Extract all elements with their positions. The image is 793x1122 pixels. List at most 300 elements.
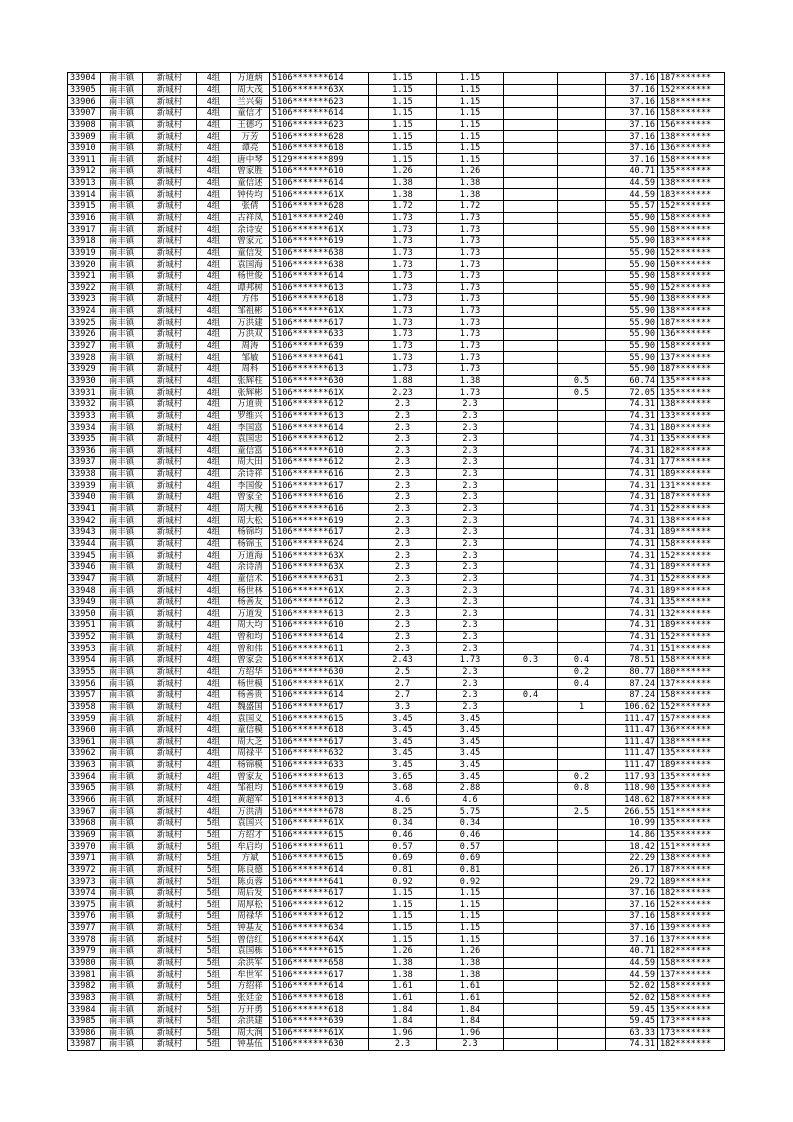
area-a-cell: 1.15 bbox=[437, 119, 504, 131]
total-area-cell: 1.73 bbox=[369, 352, 437, 364]
town-cell: 南丰镇 bbox=[101, 305, 143, 317]
group-cell: 4组 bbox=[197, 270, 231, 282]
town-cell: 南丰镇 bbox=[101, 794, 143, 806]
amount-cell: 55.90 bbox=[606, 340, 658, 352]
area-a-cell: 1.73 bbox=[437, 294, 504, 306]
area-b-cell bbox=[504, 724, 558, 736]
village-cell: 新城村 bbox=[143, 783, 197, 795]
id-number-cell: 5106*******614 bbox=[270, 270, 369, 282]
group-cell: 4组 bbox=[197, 329, 231, 341]
area-c-cell bbox=[558, 329, 606, 341]
name-cell: 余诗清 bbox=[231, 561, 270, 573]
name-cell: 周大芝 bbox=[231, 736, 270, 748]
area-c-cell bbox=[558, 468, 606, 480]
area-c-cell bbox=[558, 224, 606, 236]
area-b-cell bbox=[504, 375, 558, 387]
phone-cell: 187******* bbox=[658, 492, 725, 504]
town-cell: 南丰镇 bbox=[101, 235, 143, 247]
amount-cell: 37.16 bbox=[606, 142, 658, 154]
id-number-cell: 5106*******61X bbox=[270, 224, 369, 236]
village-cell: 新城村 bbox=[143, 270, 197, 282]
row-number: 33984 bbox=[68, 1004, 101, 1016]
id-number-cell: 5106*******613 bbox=[270, 364, 369, 376]
group-cell: 4组 bbox=[197, 340, 231, 352]
group-cell: 4组 bbox=[197, 550, 231, 562]
name-cell: 万道炳 bbox=[231, 73, 270, 85]
amount-cell: 111.47 bbox=[606, 713, 658, 725]
amount-cell: 59.45 bbox=[606, 1015, 658, 1027]
name-cell: 万道海 bbox=[231, 550, 270, 562]
name-cell: 童信模 bbox=[231, 724, 270, 736]
town-cell: 南丰镇 bbox=[101, 515, 143, 527]
area-c-cell bbox=[558, 340, 606, 352]
row-number: 33904 bbox=[68, 73, 101, 85]
area-a-cell: 1.15 bbox=[437, 887, 504, 899]
town-cell: 南丰镇 bbox=[101, 818, 143, 830]
table-row bbox=[68, 480, 725, 492]
area-b-cell bbox=[504, 247, 558, 259]
phone-cell: 158******* bbox=[658, 689, 725, 701]
row-number: 33954 bbox=[68, 655, 101, 667]
table-row bbox=[68, 724, 725, 736]
table-row bbox=[68, 84, 725, 96]
id-number-cell: 5106*******613 bbox=[270, 771, 369, 783]
total-area-cell: 1.38 bbox=[369, 189, 437, 201]
name-cell: 钟基友 bbox=[231, 922, 270, 934]
village-cell: 新城村 bbox=[143, 922, 197, 934]
group-cell: 5组 bbox=[197, 887, 231, 899]
total-area-cell: 1.15 bbox=[369, 887, 437, 899]
table-row bbox=[68, 678, 725, 690]
amount-cell: 37.16 bbox=[606, 922, 658, 934]
village-cell: 新城村 bbox=[143, 84, 197, 96]
area-b-cell bbox=[504, 794, 558, 806]
area-c-cell bbox=[558, 876, 606, 888]
village-cell: 新城村 bbox=[143, 608, 197, 620]
total-area-cell: 2.7 bbox=[369, 689, 437, 701]
id-number-cell: 5106*******613 bbox=[270, 608, 369, 620]
area-a-cell: 1.73 bbox=[437, 270, 504, 282]
row-number: 33980 bbox=[68, 957, 101, 969]
name-cell: 张辉彬 bbox=[231, 387, 270, 399]
town-cell: 南丰镇 bbox=[101, 573, 143, 585]
data-table bbox=[67, 72, 725, 1051]
name-cell: 古祥凤 bbox=[231, 212, 270, 224]
amount-cell: 74.31 bbox=[606, 538, 658, 550]
area-b-cell bbox=[504, 73, 558, 85]
group-cell: 5组 bbox=[197, 899, 231, 911]
table-row bbox=[68, 643, 725, 655]
total-area-cell: 1.15 bbox=[369, 84, 437, 96]
group-cell: 4组 bbox=[197, 282, 231, 294]
id-number-cell: 5106*******614 bbox=[270, 177, 369, 189]
area-c-cell bbox=[558, 142, 606, 154]
total-area-cell: 1.73 bbox=[369, 305, 437, 317]
area-b-cell bbox=[504, 643, 558, 655]
total-area-cell: 2.3 bbox=[369, 398, 437, 410]
area-c-cell bbox=[558, 166, 606, 178]
name-cell: 钟传均 bbox=[231, 189, 270, 201]
amount-cell: 55.90 bbox=[606, 305, 658, 317]
area-b-cell bbox=[504, 235, 558, 247]
total-area-cell: 1.61 bbox=[369, 980, 437, 992]
area-b-cell bbox=[504, 96, 558, 108]
area-a-cell: 1.15 bbox=[437, 107, 504, 119]
table-row bbox=[68, 166, 725, 178]
area-a-cell: 3.45 bbox=[437, 748, 504, 760]
total-area-cell: 2.23 bbox=[369, 387, 437, 399]
amount-cell: 118.90 bbox=[606, 783, 658, 795]
area-b-cell: 0.4 bbox=[504, 689, 558, 701]
table-row bbox=[68, 980, 725, 992]
total-area-cell: 1.73 bbox=[369, 340, 437, 352]
village-cell: 新城村 bbox=[143, 701, 197, 713]
name-cell: 袁国义 bbox=[231, 713, 270, 725]
area-b-cell bbox=[504, 189, 558, 201]
group-cell: 4组 bbox=[197, 492, 231, 504]
village-cell: 新城村 bbox=[143, 259, 197, 271]
id-number-cell: 5106*******617 bbox=[270, 480, 369, 492]
village-cell: 新城村 bbox=[143, 526, 197, 538]
area-a-cell: 2.3 bbox=[437, 596, 504, 608]
phone-cell: 189******* bbox=[658, 876, 725, 888]
area-a-cell: 1.15 bbox=[437, 922, 504, 934]
town-cell: 南丰镇 bbox=[101, 992, 143, 1004]
table-row bbox=[68, 375, 725, 387]
area-a-cell: 2.3 bbox=[437, 410, 504, 422]
id-number-cell: 5106*******612 bbox=[270, 433, 369, 445]
total-area-cell: 2.3 bbox=[369, 538, 437, 550]
village-cell: 新城村 bbox=[143, 794, 197, 806]
row-number: 33956 bbox=[68, 678, 101, 690]
area-c-cell bbox=[558, 457, 606, 469]
amount-cell: 111.47 bbox=[606, 724, 658, 736]
area-b-cell bbox=[504, 608, 558, 620]
area-b-cell bbox=[504, 433, 558, 445]
group-cell: 4组 bbox=[197, 259, 231, 271]
village-cell: 新城村 bbox=[143, 503, 197, 515]
area-c-cell bbox=[558, 946, 606, 958]
phone-cell: 138******* bbox=[658, 131, 725, 143]
table-row bbox=[68, 713, 725, 725]
phone-cell: 152******* bbox=[658, 84, 725, 96]
group-cell: 5组 bbox=[197, 818, 231, 830]
table-row bbox=[68, 492, 725, 504]
table-row bbox=[68, 294, 725, 306]
total-area-cell: 2.3 bbox=[369, 445, 437, 457]
area-a-cell: 2.3 bbox=[437, 433, 504, 445]
village-cell: 新城村 bbox=[143, 398, 197, 410]
village-cell: 新城村 bbox=[143, 748, 197, 760]
area-c-cell bbox=[558, 84, 606, 96]
name-cell: 张辉柱 bbox=[231, 375, 270, 387]
total-area-cell: 3.45 bbox=[369, 748, 437, 760]
area-b-cell bbox=[504, 270, 558, 282]
area-a-cell: 0.92 bbox=[437, 876, 504, 888]
row-number: 33922 bbox=[68, 282, 101, 294]
area-c-cell bbox=[558, 515, 606, 527]
total-area-cell: 2.3 bbox=[369, 468, 437, 480]
table-row bbox=[68, 387, 725, 399]
amount-cell: 18.42 bbox=[606, 841, 658, 853]
area-c-cell bbox=[558, 550, 606, 562]
amount-cell: 37.16 bbox=[606, 131, 658, 143]
village-cell: 新城村 bbox=[143, 678, 197, 690]
area-b-cell bbox=[504, 538, 558, 550]
village-cell: 新城村 bbox=[143, 561, 197, 573]
name-cell: 周涛 bbox=[231, 340, 270, 352]
phone-cell: 131******* bbox=[658, 480, 725, 492]
area-a-cell: 3.45 bbox=[437, 724, 504, 736]
village-cell: 新城村 bbox=[143, 166, 197, 178]
phone-cell: 132******* bbox=[658, 608, 725, 620]
town-cell: 南丰镇 bbox=[101, 445, 143, 457]
total-area-cell: 2.3 bbox=[369, 620, 437, 632]
total-area-cell: 2.3 bbox=[369, 492, 437, 504]
amount-cell: 37.16 bbox=[606, 887, 658, 899]
amount-cell: 111.47 bbox=[606, 759, 658, 771]
amount-cell: 37.16 bbox=[606, 119, 658, 131]
table-row bbox=[68, 317, 725, 329]
group-cell: 5组 bbox=[197, 1027, 231, 1039]
area-b-cell bbox=[504, 1027, 558, 1039]
area-c-cell: 0.4 bbox=[558, 678, 606, 690]
group-cell: 4组 bbox=[197, 364, 231, 376]
table-row bbox=[68, 142, 725, 154]
group-cell: 4组 bbox=[197, 748, 231, 760]
row-number: 33917 bbox=[68, 224, 101, 236]
amount-cell: 80.77 bbox=[606, 666, 658, 678]
id-number-cell: 5106*******617 bbox=[270, 317, 369, 329]
amount-cell: 74.31 bbox=[606, 422, 658, 434]
table-row bbox=[68, 526, 725, 538]
area-c-cell bbox=[558, 212, 606, 224]
phone-cell: 139******* bbox=[658, 922, 725, 934]
village-cell: 新城村 bbox=[143, 759, 197, 771]
total-area-cell: 0.92 bbox=[369, 876, 437, 888]
amount-cell: 55.90 bbox=[606, 294, 658, 306]
town-cell: 南丰镇 bbox=[101, 666, 143, 678]
name-cell: 魏盛国 bbox=[231, 701, 270, 713]
amount-cell: 87.24 bbox=[606, 678, 658, 690]
total-area-cell: 2.3 bbox=[369, 550, 437, 562]
area-a-cell: 3.45 bbox=[437, 759, 504, 771]
name-cell: 万洪双 bbox=[231, 329, 270, 341]
table-row bbox=[68, 922, 725, 934]
amount-cell: 37.16 bbox=[606, 934, 658, 946]
phone-cell: 138******* bbox=[658, 736, 725, 748]
phone-cell: 158******* bbox=[658, 270, 725, 282]
amount-cell: 74.31 bbox=[606, 445, 658, 457]
row-number: 33966 bbox=[68, 794, 101, 806]
phone-cell: 189******* bbox=[658, 561, 725, 573]
group-cell: 4组 bbox=[197, 352, 231, 364]
id-number-cell: 5106*******61X bbox=[270, 1027, 369, 1039]
id-number-cell: 5106*******612 bbox=[270, 596, 369, 608]
area-a-cell: 1.73 bbox=[437, 224, 504, 236]
village-cell: 新城村 bbox=[143, 107, 197, 119]
amount-cell: 148.62 bbox=[606, 794, 658, 806]
town-cell: 南丰镇 bbox=[101, 759, 143, 771]
amount-cell: 55.90 bbox=[606, 247, 658, 259]
total-area-cell: 2.3 bbox=[369, 515, 437, 527]
total-area-cell: 3.65 bbox=[369, 771, 437, 783]
area-c-cell: 2.5 bbox=[558, 806, 606, 818]
village-cell: 新城村 bbox=[143, 596, 197, 608]
amount-cell: 37.16 bbox=[606, 73, 658, 85]
total-area-cell: 2.3 bbox=[369, 1039, 437, 1051]
village-cell: 新城村 bbox=[143, 201, 197, 213]
area-b-cell bbox=[504, 410, 558, 422]
table-row bbox=[68, 247, 725, 259]
phone-cell: 158******* bbox=[658, 154, 725, 166]
amount-cell: 111.47 bbox=[606, 748, 658, 760]
area-c-cell bbox=[558, 934, 606, 946]
amount-cell: 37.16 bbox=[606, 84, 658, 96]
row-number: 33935 bbox=[68, 433, 101, 445]
id-number-cell: 5106*******616 bbox=[270, 503, 369, 515]
id-number-cell: 5106*******617 bbox=[270, 736, 369, 748]
name-cell: 袁国兴 bbox=[231, 818, 270, 830]
town-cell: 南丰镇 bbox=[101, 713, 143, 725]
id-number-cell: 5106*******61X bbox=[270, 655, 369, 667]
group-cell: 4组 bbox=[197, 655, 231, 667]
town-cell: 南丰镇 bbox=[101, 538, 143, 550]
area-a-cell: 2.3 bbox=[437, 631, 504, 643]
phone-cell: 137******* bbox=[658, 352, 725, 364]
village-cell: 新城村 bbox=[143, 445, 197, 457]
group-cell: 5组 bbox=[197, 992, 231, 1004]
village-cell: 新城村 bbox=[143, 550, 197, 562]
phone-cell: 136******* bbox=[658, 329, 725, 341]
row-number: 33951 bbox=[68, 620, 101, 632]
row-number: 33918 bbox=[68, 235, 101, 247]
group-cell: 5组 bbox=[197, 852, 231, 864]
phone-cell: 137******* bbox=[658, 678, 725, 690]
area-a-cell: 2.3 bbox=[437, 492, 504, 504]
area-c-cell bbox=[558, 1015, 606, 1027]
town-cell: 南丰镇 bbox=[101, 96, 143, 108]
phone-cell: 177******* bbox=[658, 457, 725, 469]
area-b-cell bbox=[504, 177, 558, 189]
area-b-cell bbox=[504, 166, 558, 178]
table-row bbox=[68, 119, 725, 131]
area-c-cell bbox=[558, 410, 606, 422]
name-cell: 周后发 bbox=[231, 887, 270, 899]
area-c-cell: 0.8 bbox=[558, 783, 606, 795]
area-a-cell: 1.26 bbox=[437, 166, 504, 178]
amount-cell: 37.16 bbox=[606, 911, 658, 923]
amount-cell: 37.16 bbox=[606, 96, 658, 108]
row-number: 33946 bbox=[68, 561, 101, 573]
area-a-cell: 0.57 bbox=[437, 841, 504, 853]
row-number: 33928 bbox=[68, 352, 101, 364]
table-row bbox=[68, 631, 725, 643]
village-cell: 新城村 bbox=[143, 468, 197, 480]
area-b-cell bbox=[504, 911, 558, 923]
group-cell: 4组 bbox=[197, 84, 231, 96]
town-cell: 南丰镇 bbox=[101, 329, 143, 341]
table-row bbox=[68, 736, 725, 748]
area-a-cell: 2.3 bbox=[437, 538, 504, 550]
phone-cell: 158******* bbox=[658, 212, 725, 224]
amount-cell: 55.90 bbox=[606, 224, 658, 236]
town-cell: 南丰镇 bbox=[101, 922, 143, 934]
area-a-cell: 1.15 bbox=[437, 142, 504, 154]
table-row bbox=[68, 585, 725, 597]
area-c-cell bbox=[558, 864, 606, 876]
town-cell: 南丰镇 bbox=[101, 352, 143, 364]
area-a-cell: 1.73 bbox=[437, 235, 504, 247]
table-row bbox=[68, 398, 725, 410]
phone-cell: 150******* bbox=[658, 259, 725, 271]
area-c-cell bbox=[558, 596, 606, 608]
name-cell: 童信才 bbox=[231, 107, 270, 119]
group-cell: 4组 bbox=[197, 526, 231, 538]
town-cell: 南丰镇 bbox=[101, 852, 143, 864]
area-b-cell bbox=[504, 818, 558, 830]
area-a-cell: 2.3 bbox=[437, 422, 504, 434]
town-cell: 南丰镇 bbox=[101, 259, 143, 271]
row-number: 33905 bbox=[68, 84, 101, 96]
name-cell: 谭亮 bbox=[231, 142, 270, 154]
area-b-cell bbox=[504, 596, 558, 608]
area-b-cell bbox=[504, 515, 558, 527]
town-cell: 南丰镇 bbox=[101, 492, 143, 504]
town-cell: 南丰镇 bbox=[101, 969, 143, 981]
area-c-cell bbox=[558, 852, 606, 864]
id-number-cell: 5106*******614 bbox=[270, 864, 369, 876]
village-cell: 新城村 bbox=[143, 829, 197, 841]
phone-cell: 189******* bbox=[658, 759, 725, 771]
total-area-cell: 1.15 bbox=[369, 73, 437, 85]
total-area-cell: 1.15 bbox=[369, 131, 437, 143]
total-area-cell: 2.43 bbox=[369, 655, 437, 667]
area-b-cell bbox=[504, 398, 558, 410]
table-row bbox=[68, 305, 725, 317]
id-number-cell: 5106*******619 bbox=[270, 515, 369, 527]
village-cell: 新城村 bbox=[143, 1039, 197, 1051]
amount-cell: 87.24 bbox=[606, 689, 658, 701]
town-cell: 南丰镇 bbox=[101, 608, 143, 620]
total-area-cell: 2.3 bbox=[369, 526, 437, 538]
phone-cell: 135******* bbox=[658, 596, 725, 608]
amount-cell: 52.02 bbox=[606, 980, 658, 992]
row-number: 33940 bbox=[68, 492, 101, 504]
phone-cell: 173******* bbox=[658, 1027, 725, 1039]
total-area-cell: 1.72 bbox=[369, 201, 437, 213]
total-area-cell: 0.57 bbox=[369, 841, 437, 853]
area-c-cell bbox=[558, 422, 606, 434]
town-cell: 南丰镇 bbox=[101, 643, 143, 655]
name-cell: 方伟 bbox=[231, 294, 270, 306]
area-b-cell bbox=[504, 84, 558, 96]
total-area-cell: 1.73 bbox=[369, 212, 437, 224]
id-number-cell: 5106*******619 bbox=[270, 783, 369, 795]
village-cell: 新城村 bbox=[143, 957, 197, 969]
id-number-cell: 5106*******61X bbox=[270, 387, 369, 399]
area-b-cell bbox=[504, 678, 558, 690]
area-a-cell: 2.3 bbox=[437, 620, 504, 632]
table-row bbox=[68, 433, 725, 445]
area-c-cell bbox=[558, 922, 606, 934]
name-cell: 曾和伟 bbox=[231, 643, 270, 655]
area-b-cell bbox=[504, 282, 558, 294]
area-a-cell: 0.81 bbox=[437, 864, 504, 876]
phone-cell: 182******* bbox=[658, 887, 725, 899]
amount-cell: 74.31 bbox=[606, 631, 658, 643]
area-c-cell bbox=[558, 247, 606, 259]
